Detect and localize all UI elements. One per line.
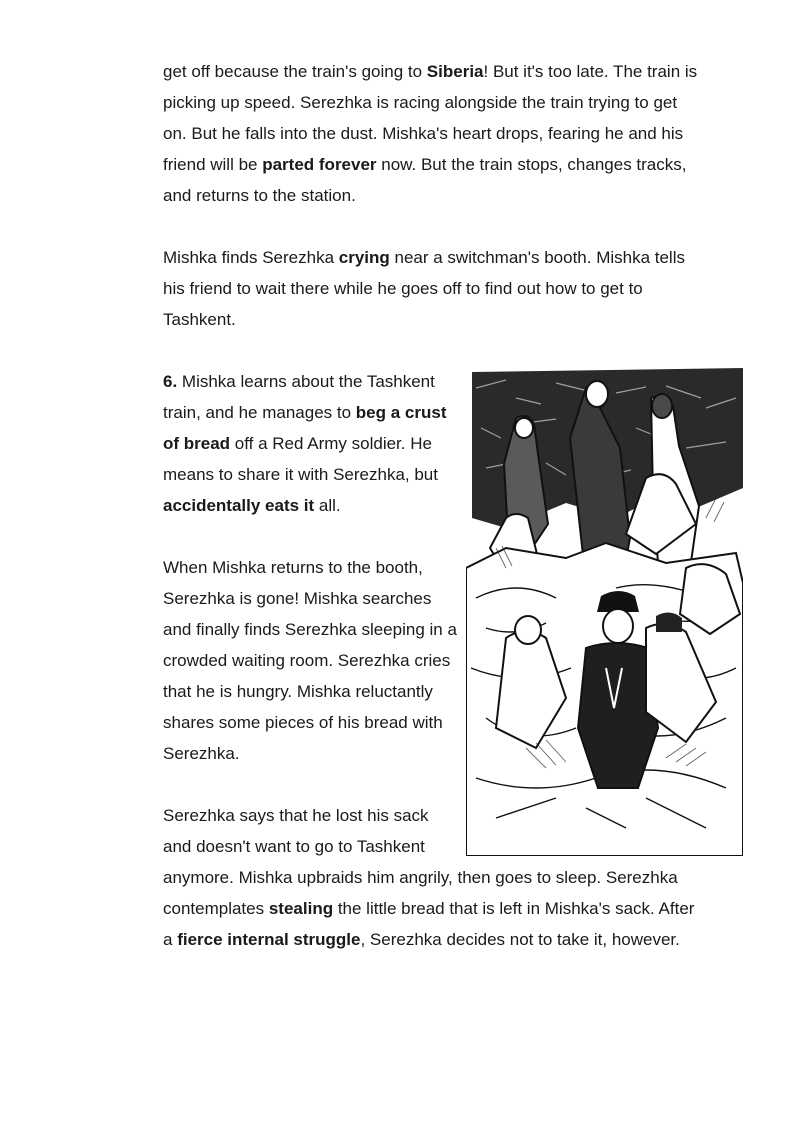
bold-run: stealing xyxy=(268,899,334,918)
bold-run: accidentally eats it xyxy=(163,496,315,515)
paragraph-2 xyxy=(163,242,703,335)
text-run: off a Red Army soldier. He means to share it with Serezhka, but xyxy=(163,434,438,484)
text-run: now. But the train stops, changes tracks, and returns to the station. xyxy=(163,155,687,205)
text-run: When Mishka returns to the booth, Serezhka is gone! Mishka searches and finally finds Serezhka sleeping in a crowded waiting room. Serezhka cries that he is hungry. Mishka reluctantly shares some pieces of his bread with Serezhka. xyxy=(163,558,457,763)
bold-run: Siberia xyxy=(426,62,484,81)
bold-run: 6. xyxy=(163,372,178,391)
text-run: get off because the train's going to xyxy=(163,62,427,81)
document-page xyxy=(163,56,703,986)
bold-run: beg a crust of bread xyxy=(163,403,447,453)
bold-run: crying xyxy=(338,248,390,267)
text-run: Serezhka says that he lost his sack and doesn't want to go to Tashkent anymore. Mishka upbraids him angrily, then goes to sleep. Serezhka contemplates xyxy=(163,806,678,918)
bold-run: fierce internal struggle xyxy=(177,930,361,949)
paragraph-1 xyxy=(163,56,703,211)
text-run: all. xyxy=(314,496,341,515)
text-run: ! But it's too late. The train is picking up speed. Serezhka is racing alongside the train trying to get on. But he falls into the dust. Mishka's heart drops, fearing he and his friend will be xyxy=(163,62,698,174)
text-run: Mishka finds Serezhka xyxy=(163,248,339,267)
text-run: near a switchman's booth. Mishka tells his friend to wait there while he goes off to find out how to get to Tashkent. xyxy=(163,248,685,329)
crowded-waiting-room-sketch-icon xyxy=(466,368,743,856)
text-run: the little bread that is left in Mishka's sack. After a xyxy=(163,899,695,949)
illustration-image xyxy=(466,368,743,856)
bold-run: parted forever xyxy=(262,155,377,174)
text-run: , Serezhka decides not to take it, however. xyxy=(360,930,680,949)
text-run: Mishka learns about the Tashkent train, and he manages to xyxy=(163,372,435,422)
